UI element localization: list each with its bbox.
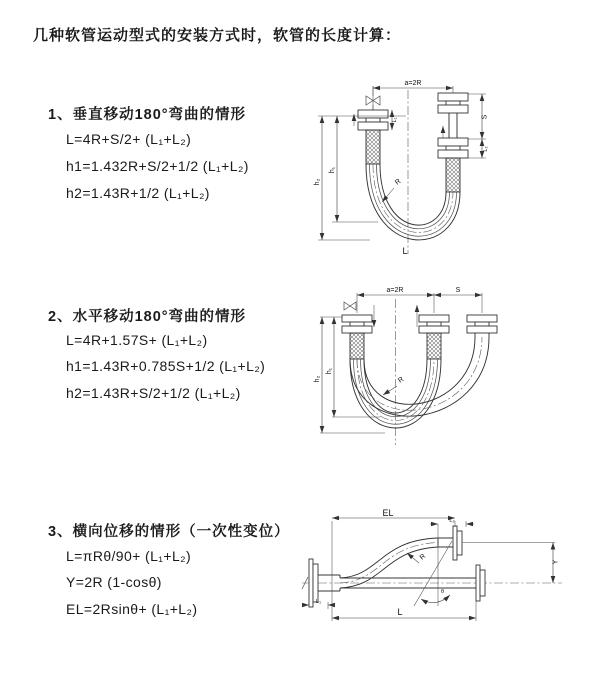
section1-heading: 1、垂直移动180°弯曲的情形 — [48, 107, 247, 123]
section1-formula-h1: h1=1.432R+S/2+1/2 (L₁+L₂) — [66, 158, 249, 174]
middle-flange — [419, 315, 449, 333]
section2-formula-h2: h2=1.43R+S/2+1/2 (L₁+L₂) — [66, 385, 241, 401]
right-braid — [446, 158, 460, 192]
s-curve-hose-position — [340, 538, 438, 588]
dim-a2r-label: a=2R — [386, 287, 404, 294]
dim-h2-label: h₂ — [314, 178, 321, 186]
right-flange-lower — [438, 138, 468, 158]
right-pipe — [449, 113, 457, 138]
theta-label: θ — [441, 589, 445, 595]
radius-label: R — [418, 552, 428, 562]
bottom-right-flange — [476, 565, 485, 601]
dim-l1-label: L₁ — [316, 599, 321, 605]
right-flange-upper — [438, 93, 468, 113]
angle-arc — [421, 595, 450, 603]
section1-formula-h2: h2=1.43R+1/2 (L₁+L₂) — [66, 185, 210, 201]
radius-line — [414, 541, 452, 606]
dim-h1-label: h₁ — [326, 367, 333, 375]
dim-s-label: S — [481, 114, 489, 120]
straight-hose-position — [340, 578, 476, 588]
left-flange — [358, 110, 388, 130]
diagram-lateral-displacement — [300, 503, 600, 648]
dim-l1-label: L₁ — [392, 117, 398, 123]
dim-s-label: S — [455, 287, 461, 294]
dim-h2-label: h₂ — [314, 375, 321, 383]
page-title: 几种软管运动型式的安装方式时，软管的长度计算： — [33, 27, 402, 44]
dim-l2-label: L₂ — [483, 146, 489, 152]
left-braid — [350, 333, 364, 359]
dim-a2r-label: a=2R — [404, 80, 422, 87]
right-flange — [467, 315, 497, 333]
middle-braid — [427, 333, 441, 359]
section1-formula-L: L=4R+S/2+ (L₁+L₂) — [66, 131, 192, 147]
radius-label: R — [397, 376, 406, 385]
length-label: L — [402, 246, 408, 256]
dim-l-label: L — [397, 607, 403, 617]
section2-formula-h1: h1=1.43R+0.785S+1/2 (L₁+L₂) — [66, 358, 266, 374]
dim-y-label: Y — [552, 559, 560, 565]
section2-formula-L: L=4R+1.57S+ (L₁+L₂) — [66, 332, 208, 348]
left-braid — [366, 130, 380, 164]
valve-icon — [344, 302, 356, 310]
top-right-flange — [453, 526, 462, 560]
left-flange — [342, 315, 372, 333]
top-pipe-stub — [438, 538, 453, 547]
u-hose-position2 — [350, 337, 489, 416]
diagram-horizontal-180-bend — [310, 283, 600, 450]
dim-h1-label: h₁ — [329, 166, 336, 174]
section3-formula-Y: Y=2R (1-cosθ) — [66, 574, 162, 590]
right-pipe-stub — [475, 333, 489, 337]
section2-heading: 2、水平移动180°弯曲的情形 — [48, 309, 247, 325]
dim-l2-label: L₂ — [449, 518, 455, 524]
dim-el-label: EL — [382, 508, 394, 518]
section3-formula-EL: EL=2Rsinθ+ (L₁+L₂) — [66, 601, 198, 617]
section3-formula-L: L=πRθ/90+ (L₁+L₂) — [66, 548, 192, 564]
radius-label: R — [394, 178, 403, 187]
diagram-vertical-180-bend — [310, 72, 595, 262]
section3-heading: 3、横向位移的情形（一次性变位） — [48, 524, 290, 540]
